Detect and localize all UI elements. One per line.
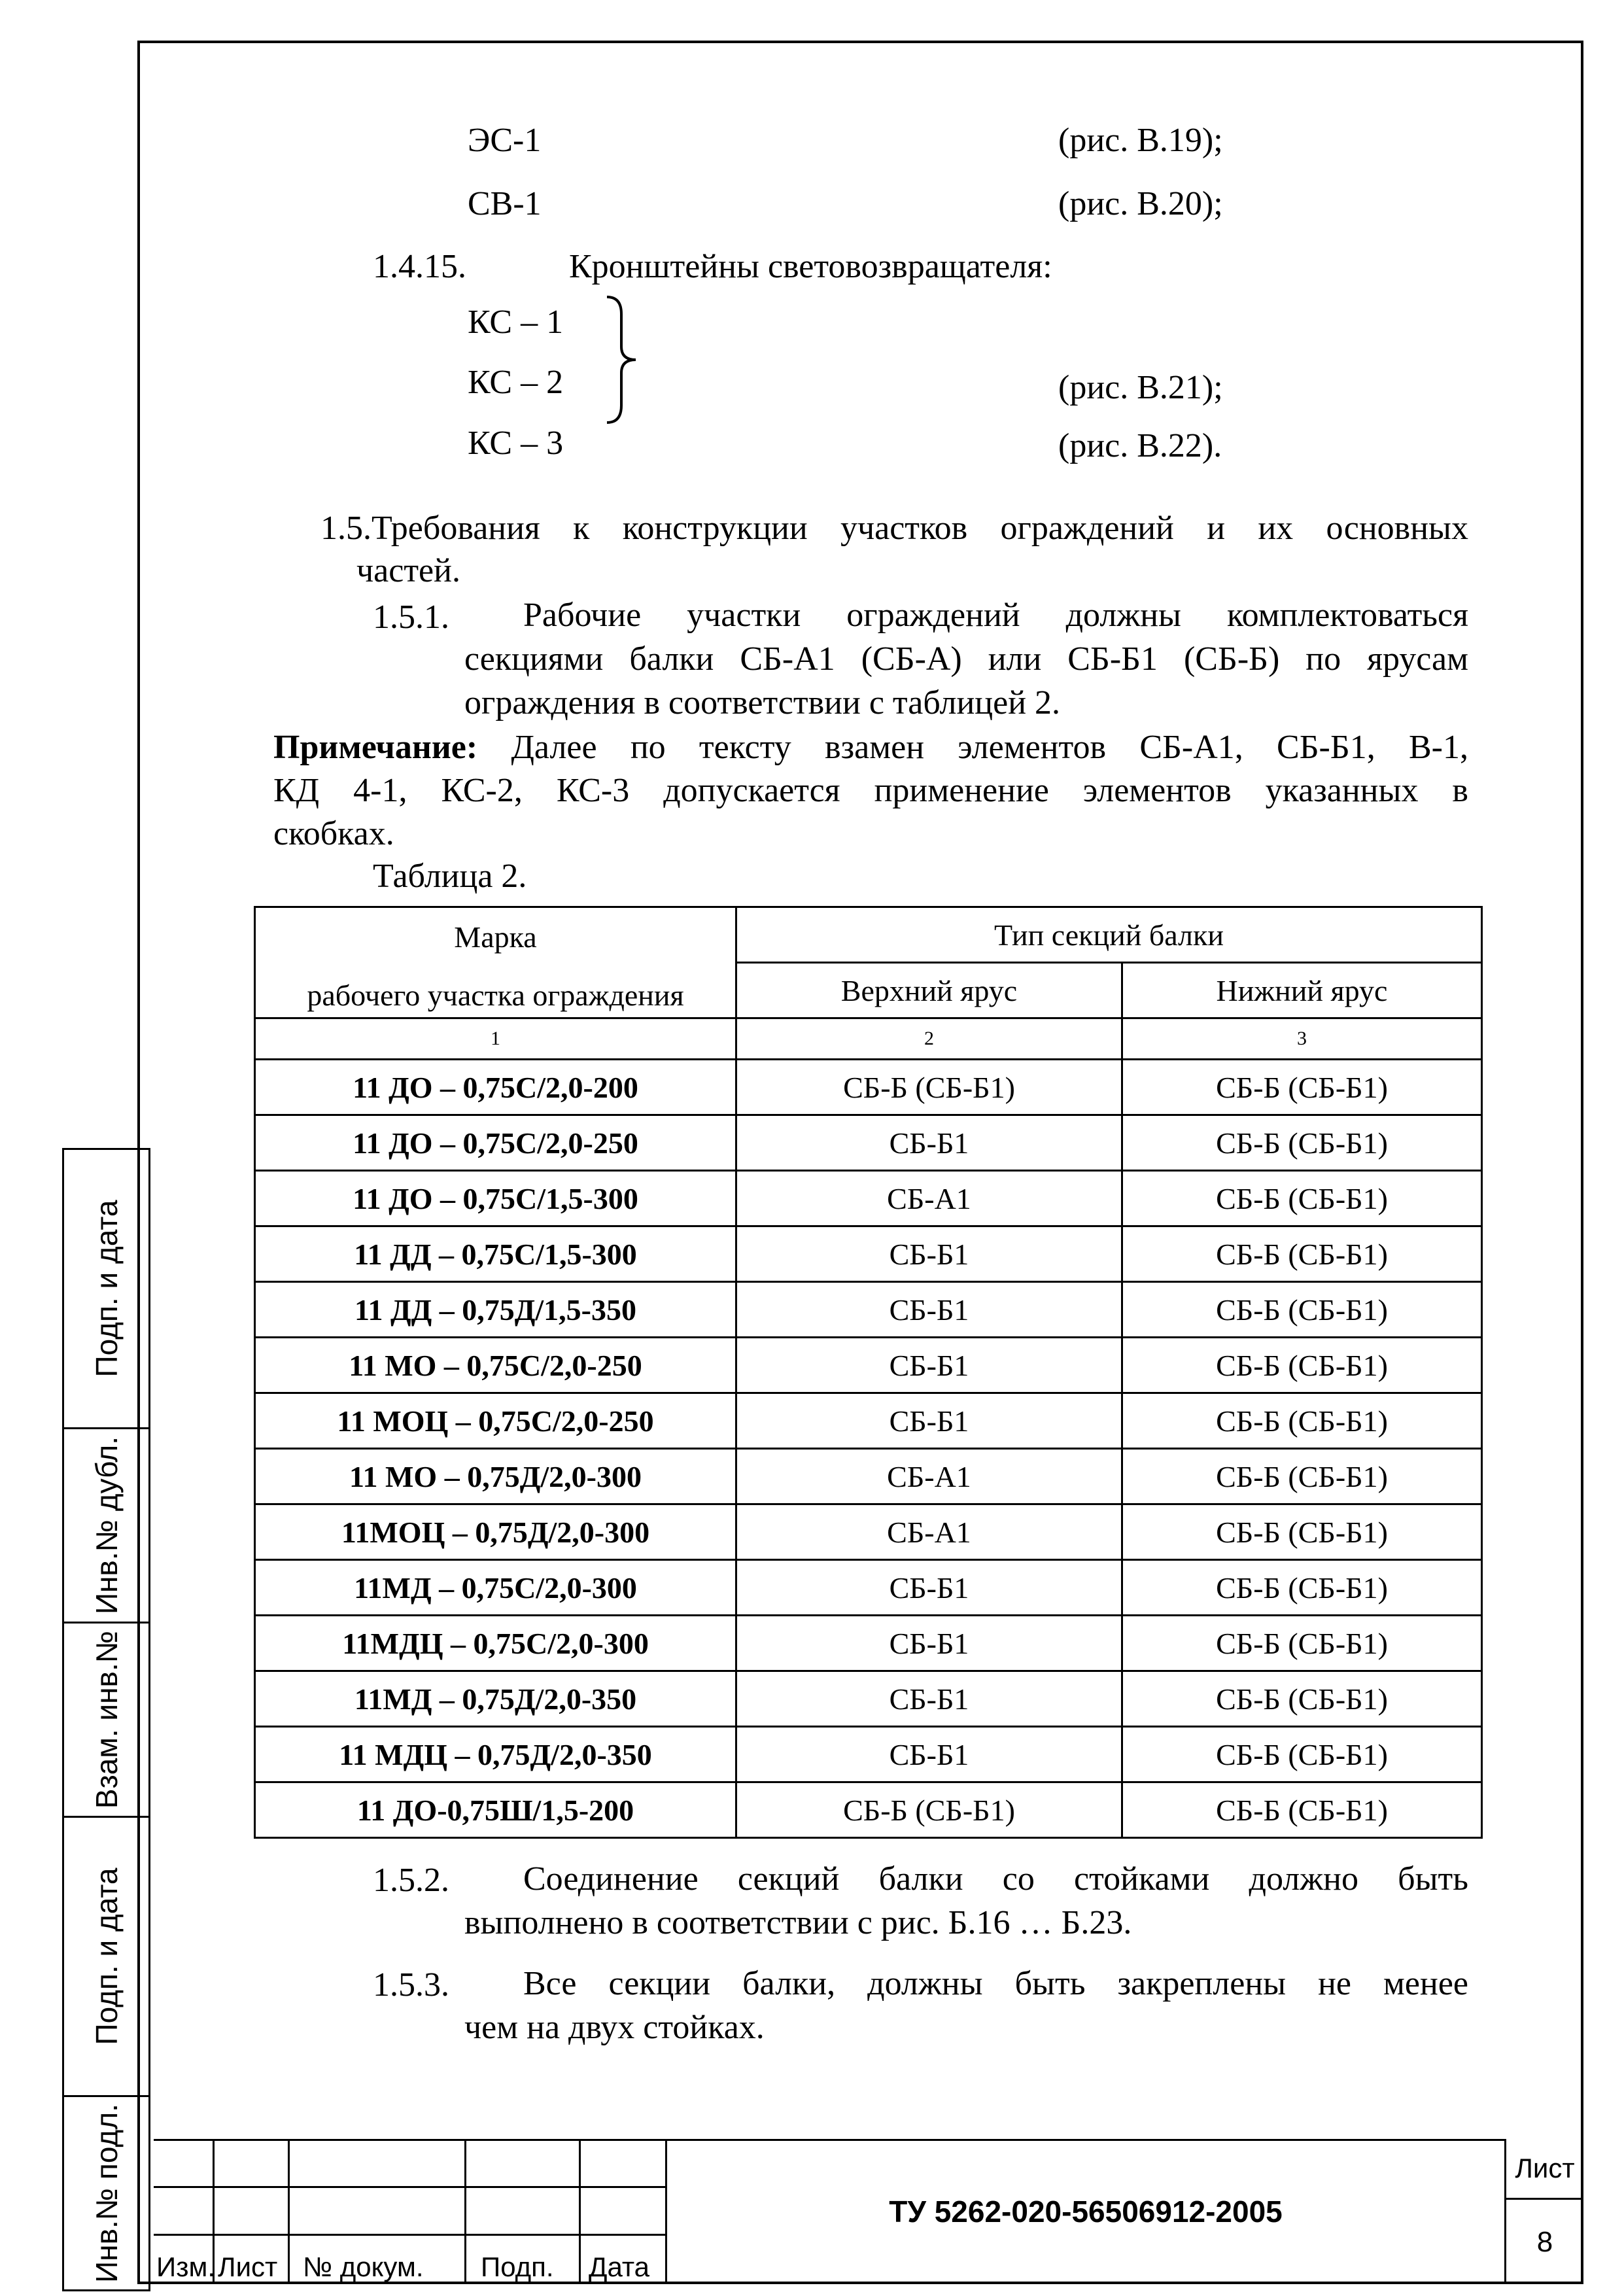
table-row — [255, 1782, 1482, 1838]
lower-tier-cell: СБ-Б (СБ-Б1) — [1122, 1060, 1482, 1115]
col-num: 3 — [1122, 1018, 1482, 1060]
col1-header-line2: рабочего участка ограждения — [307, 979, 684, 1012]
upper-tier-cell: СБ-Б1 — [736, 1393, 1122, 1449]
side-label: Инв.№ подл. — [89, 2104, 124, 2283]
item-es1-ref: (рис. В.19); — [1058, 122, 1223, 159]
side-box-vzam-inv — [62, 1622, 150, 1818]
table-row — [255, 1338, 1482, 1393]
table-row — [255, 1560, 1482, 1616]
mark-cell: 11 МО – 0,75С/2,0-250 — [255, 1338, 736, 1393]
lower-tier-cell: СБ-Б (СБ-Б1) — [1122, 1782, 1482, 1838]
stamp-label: № докум. — [303, 2251, 424, 2282]
table-row — [255, 1115, 1482, 1171]
table-row — [255, 1393, 1482, 1449]
upper-tier-cell: СБ-А1 — [736, 1449, 1122, 1504]
upper-tier-cell: СБ-Б (СБ-Б1) — [736, 1782, 1122, 1838]
table-row — [255, 1171, 1482, 1226]
bracket-ks3: КС – 3 — [468, 425, 564, 462]
upper-tier-cell: СБ-Б1 — [736, 1115, 1122, 1171]
col1-header-line1: Марка — [454, 920, 537, 954]
lower-tier-cell: СБ-Б (СБ-Б1) — [1122, 1504, 1482, 1560]
lower-tier-cell: СБ-Б (СБ-Б1) — [1122, 1226, 1482, 1282]
section-1-5-1-line2: секциями балки СБ-А1 (СБ-А) или СБ-Б1 (СБ-Б) по ярусам — [464, 640, 1468, 678]
lower-tier-cell: СБ-Б (СБ-Б1) — [1122, 1393, 1482, 1449]
sheet-label: Лист — [1506, 2139, 1583, 2200]
side-box-podp-data-2 — [62, 1816, 150, 2097]
section-1-5-3-line1: Все секции балки, должны быть закреплены не менее — [523, 1965, 1468, 2002]
col1-header — [255, 907, 736, 1018]
stamp-label: Подп. — [481, 2251, 554, 2282]
lower-tier-cell: СБ-Б (СБ-Б1) — [1122, 1115, 1482, 1171]
lower-tier-cell: СБ-Б (СБ-Б1) — [1122, 1282, 1482, 1338]
mark-cell: 11МОЦ – 0,75Д/2,0-300 — [255, 1504, 736, 1560]
mark-cell: 11МД – 0,75Д/2,0-350 — [255, 1671, 736, 1727]
section-1-4-15-number: 1.4.15. — [373, 248, 466, 285]
lower-tier-header: Нижний ярус — [1122, 963, 1482, 1018]
section-1-5-line1: 1.5.Требования к конструкции участков ограждений и их основных — [320, 510, 1468, 547]
note-text-1: Далее по тексту взамен элементов СБ-А1, СБ-Б1, В-1, — [477, 729, 1468, 766]
group-header: Тип секций балки — [736, 907, 1482, 963]
upper-tier-cell: СБ-Б1 — [736, 1282, 1122, 1338]
side-label: Взам. инв.№ — [89, 1630, 124, 1809]
upper-tier-cell: СБ-Б1 — [736, 1560, 1122, 1616]
mark-cell: 11 МДЦ – 0,75Д/2,0-350 — [255, 1727, 736, 1782]
section-1-4-15-title: Кронштейны световозвращателя: — [569, 248, 1052, 285]
table-row — [255, 1282, 1482, 1338]
lower-tier-cell: СБ-Б (СБ-Б1) — [1122, 1171, 1482, 1226]
side-box-inv-dubl — [62, 1427, 150, 1623]
col-num: 1 — [255, 1018, 736, 1060]
stamp-label: Лист — [218, 2251, 278, 2282]
mark-cell: 11 МОЦ – 0,75С/2,0-250 — [255, 1393, 736, 1449]
upper-tier-header: Верхний ярус — [736, 963, 1122, 1018]
note-label: Примечание: — [273, 729, 478, 766]
mark-cell: 11 ДО-0,75Ш/1,5-200 — [255, 1782, 736, 1838]
section-1-5-1-line1: Рабочие участки ограждений должны комплектоваться — [523, 597, 1468, 634]
bracket-ks2-ref: (рис. В.21); — [1058, 369, 1223, 406]
mark-cell: 11МДЦ – 0,75С/2,0-300 — [255, 1616, 736, 1671]
upper-tier-cell: СБ-Б1 — [736, 1226, 1122, 1282]
upper-tier-cell: СБ-А1 — [736, 1504, 1122, 1560]
note-line3: скобках. — [273, 815, 394, 852]
section-1-5-2-number: 1.5.2. — [373, 1862, 449, 1899]
upper-tier-cell: СБ-Б (СБ-Б1) — [736, 1060, 1122, 1115]
table-row — [255, 1226, 1482, 1282]
item-sv1-code: СВ-1 — [468, 185, 542, 222]
section-1-5-3-number: 1.5.3. — [373, 1966, 449, 2004]
table-row — [255, 1727, 1482, 1782]
table-row — [255, 1504, 1482, 1560]
lower-tier-cell: СБ-Б (СБ-Б1) — [1122, 1338, 1482, 1393]
col-num: 2 — [736, 1018, 1122, 1060]
section-1-5-3-line2: чем на двух стойках. — [464, 2009, 765, 2046]
table-body — [255, 1060, 1482, 1838]
mark-cell: 11МД – 0,75С/2,0-300 — [255, 1560, 736, 1616]
mark-cell: 11 ДО – 0,75С/2,0-200 — [255, 1060, 736, 1115]
item-sv1-ref: (рис. В.20); — [1058, 185, 1223, 222]
upper-tier-cell: СБ-А1 — [736, 1171, 1122, 1226]
side-label: Подп. и дата — [89, 1867, 124, 2045]
table-row — [255, 1060, 1482, 1115]
bracket-ks1: КС – 1 — [468, 304, 564, 341]
section-1-5-1-line3: ограждения в соответствии с таблицей 2. — [464, 684, 1061, 721]
section-1-5-line2: частей. — [356, 552, 460, 589]
table-2 — [254, 906, 1483, 1839]
mark-cell: 11 ДД – 0,75Д/1,5-350 — [255, 1282, 736, 1338]
note-line1 — [273, 726, 1468, 769]
upper-tier-cell: СБ-Б1 — [736, 1338, 1122, 1393]
stamp-label: Изм. — [156, 2251, 215, 2282]
table-caption: Таблица 2. — [373, 858, 527, 895]
lower-tier-cell: СБ-Б (СБ-Б1) — [1122, 1560, 1482, 1616]
mark-cell: 11 МО – 0,75Д/2,0-300 — [255, 1449, 736, 1504]
curly-brace-icon — [602, 294, 641, 425]
lower-tier-cell: СБ-Б (СБ-Б1) — [1122, 1449, 1482, 1504]
bracket-ks3-ref: (рис. В.22). — [1058, 427, 1222, 464]
section-1-5-2-line2: выполнено в соответствии с рис. Б.16 … Б.23. — [464, 1904, 1132, 1941]
sheet-number: 8 — [1536, 2225, 1553, 2258]
lower-tier-cell: СБ-Б (СБ-Б1) — [1122, 1671, 1482, 1727]
upper-tier-cell: СБ-Б1 — [736, 1616, 1122, 1671]
mark-cell: 11 ДД – 0,75С/1,5-300 — [255, 1226, 736, 1282]
sheet-box — [1504, 2139, 1583, 2284]
side-label: Инв.№ дубл. — [89, 1436, 124, 1615]
side-box-inv-podl — [62, 2095, 150, 2291]
stamp-label: Дата — [589, 2251, 650, 2282]
table-row — [255, 1671, 1482, 1727]
side-label: Подп. и дата — [89, 1200, 124, 1378]
title-block-stamp — [154, 2139, 667, 2284]
mark-cell: 11 ДО – 0,75С/1,5-300 — [255, 1171, 736, 1226]
document-code: ТУ 5262-020-56506912-2005 — [889, 2195, 1283, 2229]
lower-tier-cell: СБ-Б (СБ-Б1) — [1122, 1727, 1482, 1782]
lower-tier-cell: СБ-Б (СБ-Б1) — [1122, 1616, 1482, 1671]
side-box-podp-data-1 — [62, 1148, 150, 1429]
section-1-5-2-line1: Соединение секций балки со стойками должно быть — [523, 1860, 1468, 1898]
section-1-5-1-number: 1.5.1. — [373, 599, 449, 636]
note-line2: КД 4-1, КС-2, КС-3 допускается применение элементов указанных в — [273, 772, 1468, 809]
item-es1-code: ЭС-1 — [468, 122, 542, 159]
upper-tier-cell: СБ-Б1 — [736, 1727, 1122, 1782]
table-row — [255, 1616, 1482, 1671]
bracket-ks2: КС – 2 — [468, 364, 564, 401]
mark-cell: 11 ДО – 0,75С/2,0-250 — [255, 1115, 736, 1171]
upper-tier-cell: СБ-Б1 — [736, 1671, 1122, 1727]
table-row — [255, 1449, 1482, 1504]
